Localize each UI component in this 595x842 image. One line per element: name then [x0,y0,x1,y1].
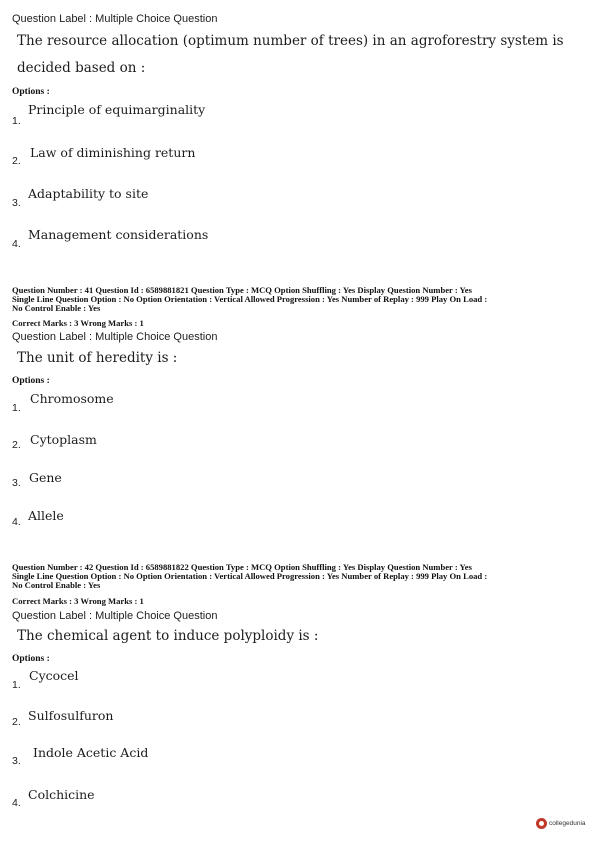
marks-info: Correct Marks : 3 Wrong Marks : 1 [12,596,144,606]
logo-text: collegedunia [549,820,586,827]
option-number: 3. [12,477,21,489]
question-meta-line-2: Single Line Question Option : No Option Orientation : Vertical Allowed Progression : Yes Number of Replay : 999 Play On Load : [12,571,488,581]
question-stem: The chemical agent to induce polyploidy is : [17,628,319,644]
question-label: Question Label : Multiple Choice Question [12,610,218,622]
option-text[interactable]: Adaptability to site [28,186,149,201]
option-text[interactable]: Law of diminishing return [30,145,196,160]
option-number: 4. [12,516,21,528]
marks-info: Correct Marks : 3 Wrong Marks : 1 [12,318,144,328]
question-meta-line-3: No Control Enable : Yes [12,580,101,590]
option-text[interactable]: Allele [28,508,64,523]
question-meta-line-2: Single Line Question Option : No Option Orientation : Vertical Allowed Progression : Yes Number of Replay : 999 Play On Load : [12,294,488,304]
question-stem: The unit of heredity is : [17,350,178,366]
option-text[interactable]: Gene [29,470,62,485]
option-text[interactable]: Indole Acetic Acid [33,745,149,760]
option-number: 1. [12,115,21,127]
option-text[interactable]: Chromosome [30,391,114,406]
option-number: 3. [12,197,21,209]
question-meta-line-1: Question Number : 41 Question Id : 6589881821 Question Type : MCQ Option Shuffling : Yes Display Question Number : Yes [12,285,472,295]
question-stem-line-2: decided based on : [17,60,146,76]
question-stem-line-1: The resource allocation (optimum number of trees) in an agroforestry system is [17,33,564,49]
options-heading: Options : [12,654,50,664]
option-text[interactable]: Cytoplasm [30,432,97,447]
question-label: Question Label : Multiple Choice Question [12,13,218,25]
option-number: 4. [12,238,21,250]
option-text[interactable]: Colchicine [28,787,95,802]
question-meta-line-3: No Control Enable : Yes [12,303,101,313]
question-meta-line-1: Question Number : 42 Question Id : 6589881822 Question Type : MCQ Option Shuffling : Yes Display Question Number : Yes [12,562,472,572]
option-number: 2. [12,155,21,167]
option-number: 1. [12,402,21,414]
option-number: 2. [12,439,21,451]
option-text[interactable]: Sulfosulfuron [28,708,114,723]
options-heading: Options : [12,87,50,97]
option-number: 3. [12,755,21,767]
logo-icon [536,818,547,829]
collegedunia-logo [536,817,588,830]
option-number: 1. [12,679,21,691]
option-text[interactable]: Management considerations [28,227,209,242]
options-heading: Options : [12,376,50,386]
option-number: 2. [12,716,21,728]
option-text[interactable]: Cycocel [29,668,79,683]
option-number: 4. [12,797,21,809]
option-text[interactable]: Principle of equimarginality [28,102,206,117]
question-label: Question Label : Multiple Choice Question [12,331,218,343]
